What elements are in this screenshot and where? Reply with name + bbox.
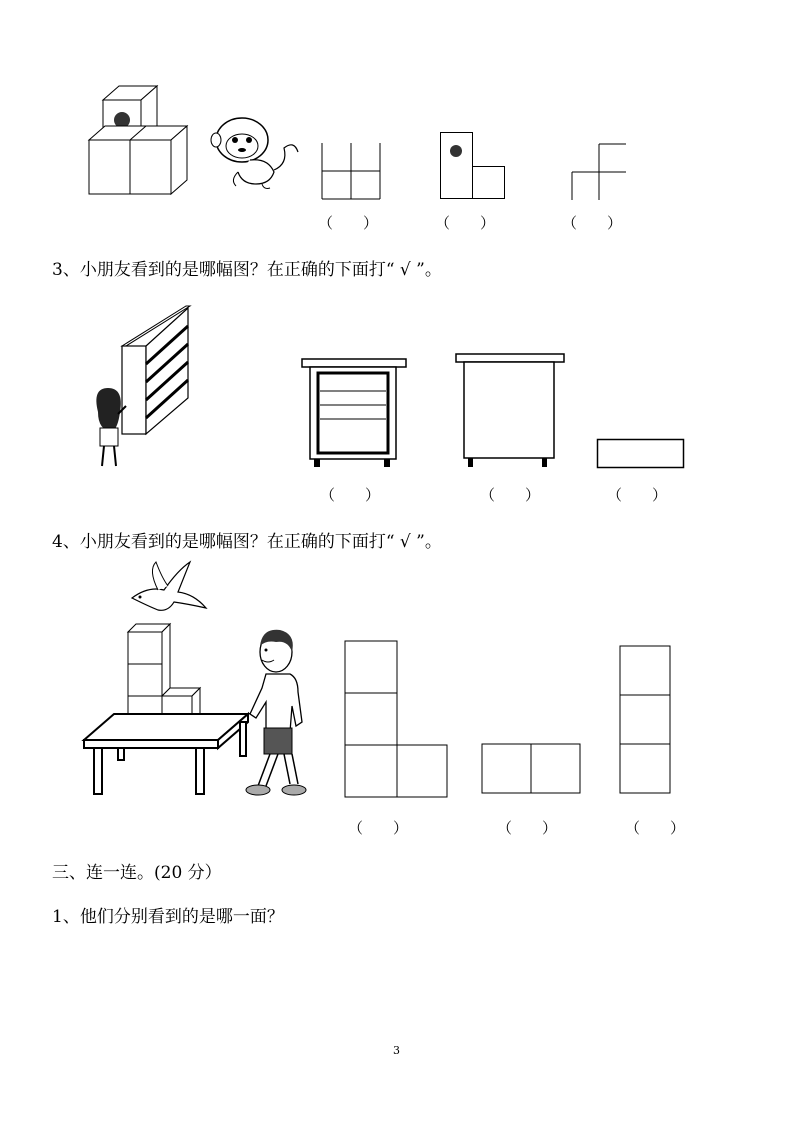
boy-illustration — [236, 626, 320, 800]
q4-answer-c[interactable]: （ ） — [625, 819, 686, 837]
q2-option-c-figure — [570, 144, 630, 202]
q2-answer-a[interactable]: （ ） — [318, 214, 379, 232]
monkey-illustration — [208, 110, 300, 192]
q2-option-a-figure — [322, 143, 382, 201]
q2-option-b-figure — [440, 132, 508, 202]
q3-prompt: 3、小朋友看到的是哪幅图？在正确的下面打“ √ ”。 — [52, 260, 442, 280]
q3-answer-b[interactable]: （ ） — [480, 486, 541, 504]
girl-with-cabinet-illustration — [90, 302, 200, 472]
q3-answer-a[interactable]: （ ） — [320, 486, 381, 504]
q3-option-a-cabinet — [300, 357, 410, 469]
q4-prompt: 4、小朋友看到的是哪幅图？在正确的下面打“ √ ”。 — [52, 532, 442, 552]
section3-title: 三、连一连。(20 分） — [52, 863, 222, 883]
q4-option-b-figure — [481, 743, 583, 795]
q4-answer-a[interactable]: （ ） — [348, 819, 409, 837]
q3-option-c-cabinet-top — [596, 438, 686, 470]
q2-answer-b[interactable]: （ ） — [435, 214, 496, 232]
q4-answer-b[interactable]: （ ） — [497, 819, 558, 837]
q4-option-a-figure — [344, 640, 450, 800]
q4-option-c-figure — [619, 645, 673, 799]
q3-option-b-cabinet-back — [454, 352, 566, 468]
table-with-cubes-illustration — [80, 618, 260, 800]
q3-answer-c[interactable]: （ ） — [607, 486, 668, 504]
page-number: 3 — [393, 1044, 400, 1057]
bird-illustration — [128, 560, 208, 616]
section3-q1-prompt: 1、他们分别看到的是哪一面？ — [52, 907, 284, 927]
cube-stack-figure — [85, 82, 205, 200]
q2-answer-c[interactable]: （ ） — [562, 214, 623, 232]
